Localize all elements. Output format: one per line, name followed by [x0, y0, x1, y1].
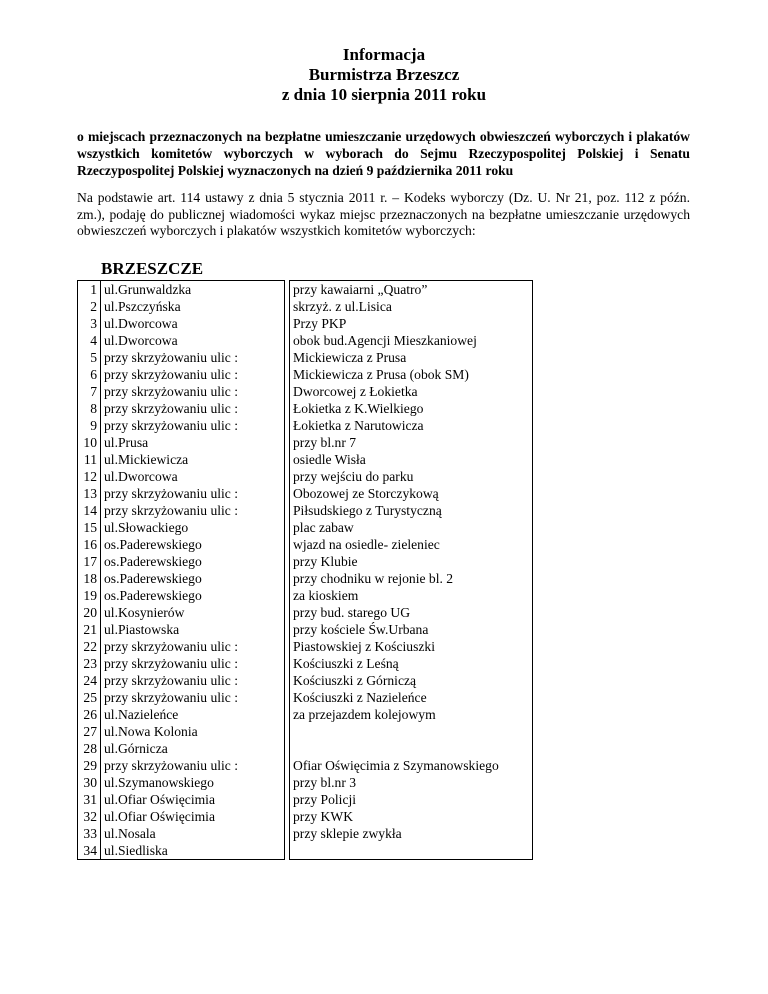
table-row — [78, 468, 533, 485]
row-location: Obozowej ze Storczykową — [290, 485, 533, 502]
row-location: przy sklepie zwykła — [290, 825, 533, 842]
table-row — [78, 553, 533, 570]
row-street: ul.Dworcowa — [101, 315, 285, 332]
table-row — [78, 400, 533, 417]
row-street: ul.Piastowska — [101, 621, 285, 638]
table-row — [78, 723, 533, 740]
row-location: Mickiewicza z Prusa — [290, 349, 533, 366]
row-location: Kościuszki z Górniczą — [290, 672, 533, 689]
row-location — [290, 723, 533, 740]
row-number: 30 — [78, 774, 101, 791]
row-location: skrzyż. z ul.Lisica — [290, 298, 533, 315]
row-street: przy skrzyżowaniu ulic : — [101, 655, 285, 672]
row-number: 24 — [78, 672, 101, 689]
row-location: przy Klubie — [290, 553, 533, 570]
table-row — [78, 689, 533, 706]
table-row — [78, 774, 533, 791]
row-number: 22 — [78, 638, 101, 655]
row-street: przy skrzyżowaniu ulic : — [101, 417, 285, 434]
row-location: wjazd na osiedle- zieleniec — [290, 536, 533, 553]
row-number: 26 — [78, 706, 101, 723]
table-row — [78, 842, 533, 860]
row-number: 19 — [78, 587, 101, 604]
row-number: 18 — [78, 570, 101, 587]
table-row — [78, 672, 533, 689]
row-street: os.Paderewskiego — [101, 587, 285, 604]
table-row — [78, 366, 533, 383]
row-location: Mickiewicza z Prusa (obok SM) — [290, 366, 533, 383]
row-street: przy skrzyżowaniu ulic : — [101, 689, 285, 706]
row-location: przy kawaiarni „Quatro” — [290, 281, 533, 299]
row-street: ul.Grunwaldzka — [101, 281, 285, 299]
row-street: przy skrzyżowaniu ulic : — [101, 672, 285, 689]
row-street: przy skrzyżowaniu ulic : — [101, 383, 285, 400]
row-street: ul.Ofiar Oświęcimia — [101, 808, 285, 825]
row-street: ul.Nowa Kolonia — [101, 723, 285, 740]
row-number: 15 — [78, 519, 101, 536]
row-number: 11 — [78, 451, 101, 468]
row-number: 29 — [78, 757, 101, 774]
row-street: ul.Słowackiego — [101, 519, 285, 536]
row-street: os.Paderewskiego — [101, 570, 285, 587]
table-row — [78, 570, 533, 587]
row-number: 34 — [78, 842, 101, 860]
table-row — [78, 706, 533, 723]
table-row — [78, 825, 533, 842]
row-number: 3 — [78, 315, 101, 332]
intro-paragraph: Na podstawie art. 114 ustawy z dnia 5 stycznia 2011 r. – Kodeks wyborczy (Dz. U. Nr 21, poz. 112 z późn. zm.), podaję do publicznej wiadomości wykaz miejsc przeznaczonych na bezpłatne umieszczanie urzędowych obwieszczeń wyborczych i plakatów wszystkich komitetów wyborczych: — [77, 190, 690, 239]
row-location: przy bl.nr 3 — [290, 774, 533, 791]
row-street: os.Paderewskiego — [101, 553, 285, 570]
table-row — [78, 621, 533, 638]
document-subject: o miejscach przeznaczonych na bezpłatne umieszczanie urzędowych obwieszczeń wyborczych i plakatów wszystkich komitetów wyborczych w wyborach do Sejmu Rzeczypospolitej Polskiej i Senatu Rzeczypospolitej Polskiej wyznaczonych na dzień 9 października 2011 roku — [77, 129, 690, 178]
row-street: przy skrzyżowaniu ulic : — [101, 400, 285, 417]
row-street: os.Paderewskiego — [101, 536, 285, 553]
row-number: 23 — [78, 655, 101, 672]
table-row — [78, 808, 533, 825]
row-location: Łokietka z Narutowicza — [290, 417, 533, 434]
row-street: ul.Nazieleńce — [101, 706, 285, 723]
title-line-2: Burmistrza Brzeszcz — [308, 65, 460, 84]
row-number: 27 — [78, 723, 101, 740]
row-number: 12 — [78, 468, 101, 485]
table-row — [78, 502, 533, 519]
title-line-1: Informacja — [342, 45, 426, 64]
row-location: za przejazdem kolejowym — [290, 706, 533, 723]
row-street: przy skrzyżowaniu ulic : — [101, 502, 285, 519]
row-street: ul.Siedliska — [101, 842, 285, 860]
row-number: 2 — [78, 298, 101, 315]
row-street: przy skrzyżowaniu ulic : — [101, 349, 285, 366]
table-row — [78, 332, 533, 349]
locations-table — [77, 280, 533, 860]
row-location: Dworcowej z Łokietka — [290, 383, 533, 400]
table-row — [78, 383, 533, 400]
table-row — [78, 638, 533, 655]
row-number: 33 — [78, 825, 101, 842]
row-location — [290, 842, 533, 860]
row-street: ul.Nosala — [101, 825, 285, 842]
row-location: przy Policji — [290, 791, 533, 808]
table-row — [78, 740, 533, 757]
row-street: przy skrzyżowaniu ulic : — [101, 638, 285, 655]
row-number: 16 — [78, 536, 101, 553]
row-number: 13 — [78, 485, 101, 502]
table-row — [78, 791, 533, 808]
row-number: 31 — [78, 791, 101, 808]
table-row — [78, 281, 533, 299]
row-location — [290, 740, 533, 757]
table-row — [78, 655, 533, 672]
row-street: ul.Górnicza — [101, 740, 285, 757]
table-row — [78, 417, 533, 434]
row-location: Piastowskiej z Kościuszki — [290, 638, 533, 655]
row-number: 9 — [78, 417, 101, 434]
table-row — [78, 451, 533, 468]
row-location: osiedle Wisła — [290, 451, 533, 468]
row-number: 7 — [78, 383, 101, 400]
row-location: Przy PKP — [290, 315, 533, 332]
row-location: za kioskiem — [290, 587, 533, 604]
table-row — [78, 757, 533, 774]
row-street: przy skrzyżowaniu ulic : — [101, 757, 285, 774]
row-street: ul.Kosynierów — [101, 604, 285, 621]
row-location: plac zabaw — [290, 519, 533, 536]
table-row — [78, 434, 533, 451]
document-title — [0, 45, 768, 105]
row-number: 28 — [78, 740, 101, 757]
table-row — [78, 298, 533, 315]
row-number: 25 — [78, 689, 101, 706]
row-location: Kościuszki z Leśną — [290, 655, 533, 672]
row-street: przy skrzyżowaniu ulic : — [101, 366, 285, 383]
row-street: ul.Prusa — [101, 434, 285, 451]
table-row — [78, 485, 533, 502]
row-location: przy chodniku w rejonie bl. 2 — [290, 570, 533, 587]
row-location: Łokietka z K.Wielkiego — [290, 400, 533, 417]
row-location: przy bud. starego UG — [290, 604, 533, 621]
row-location: przy KWK — [290, 808, 533, 825]
town-heading: BRZESZCZE — [101, 259, 204, 278]
row-number: 4 — [78, 332, 101, 349]
row-number: 17 — [78, 553, 101, 570]
row-location: Ofiar Oświęcimia z Szymanowskiego — [290, 757, 533, 774]
row-location: Piłsudskiego z Turystyczną — [290, 502, 533, 519]
row-location: Kościuszki z Nazieleńce — [290, 689, 533, 706]
table-row — [78, 587, 533, 604]
row-number: 5 — [78, 349, 101, 366]
row-street: ul.Dworcowa — [101, 332, 285, 349]
row-location: przy kościele Św.Urbana — [290, 621, 533, 638]
row-number: 8 — [78, 400, 101, 417]
row-number: 14 — [78, 502, 101, 519]
table-row — [78, 519, 533, 536]
row-number: 20 — [78, 604, 101, 621]
row-street: ul.Szymanowskiego — [101, 774, 285, 791]
row-location: przy bl.nr 7 — [290, 434, 533, 451]
row-street: przy skrzyżowaniu ulic : — [101, 485, 285, 502]
table-row — [78, 349, 533, 366]
row-location: obok bud.Agencji Mieszkaniowej — [290, 332, 533, 349]
table-row — [78, 604, 533, 621]
row-number: 32 — [78, 808, 101, 825]
row-street: ul.Pszczyńska — [101, 298, 285, 315]
row-street: ul.Mickiewicza — [101, 451, 285, 468]
table-row — [78, 315, 533, 332]
row-location: przy wejściu do parku — [290, 468, 533, 485]
row-number: 21 — [78, 621, 101, 638]
row-street: ul.Ofiar Oświęcimia — [101, 791, 285, 808]
row-number: 1 — [78, 281, 101, 299]
row-number: 10 — [78, 434, 101, 451]
title-line-3: z dnia 10 sierpnia 2011 roku — [281, 85, 487, 104]
table-row — [78, 536, 533, 553]
row-number: 6 — [78, 366, 101, 383]
row-street: ul.Dworcowa — [101, 468, 285, 485]
